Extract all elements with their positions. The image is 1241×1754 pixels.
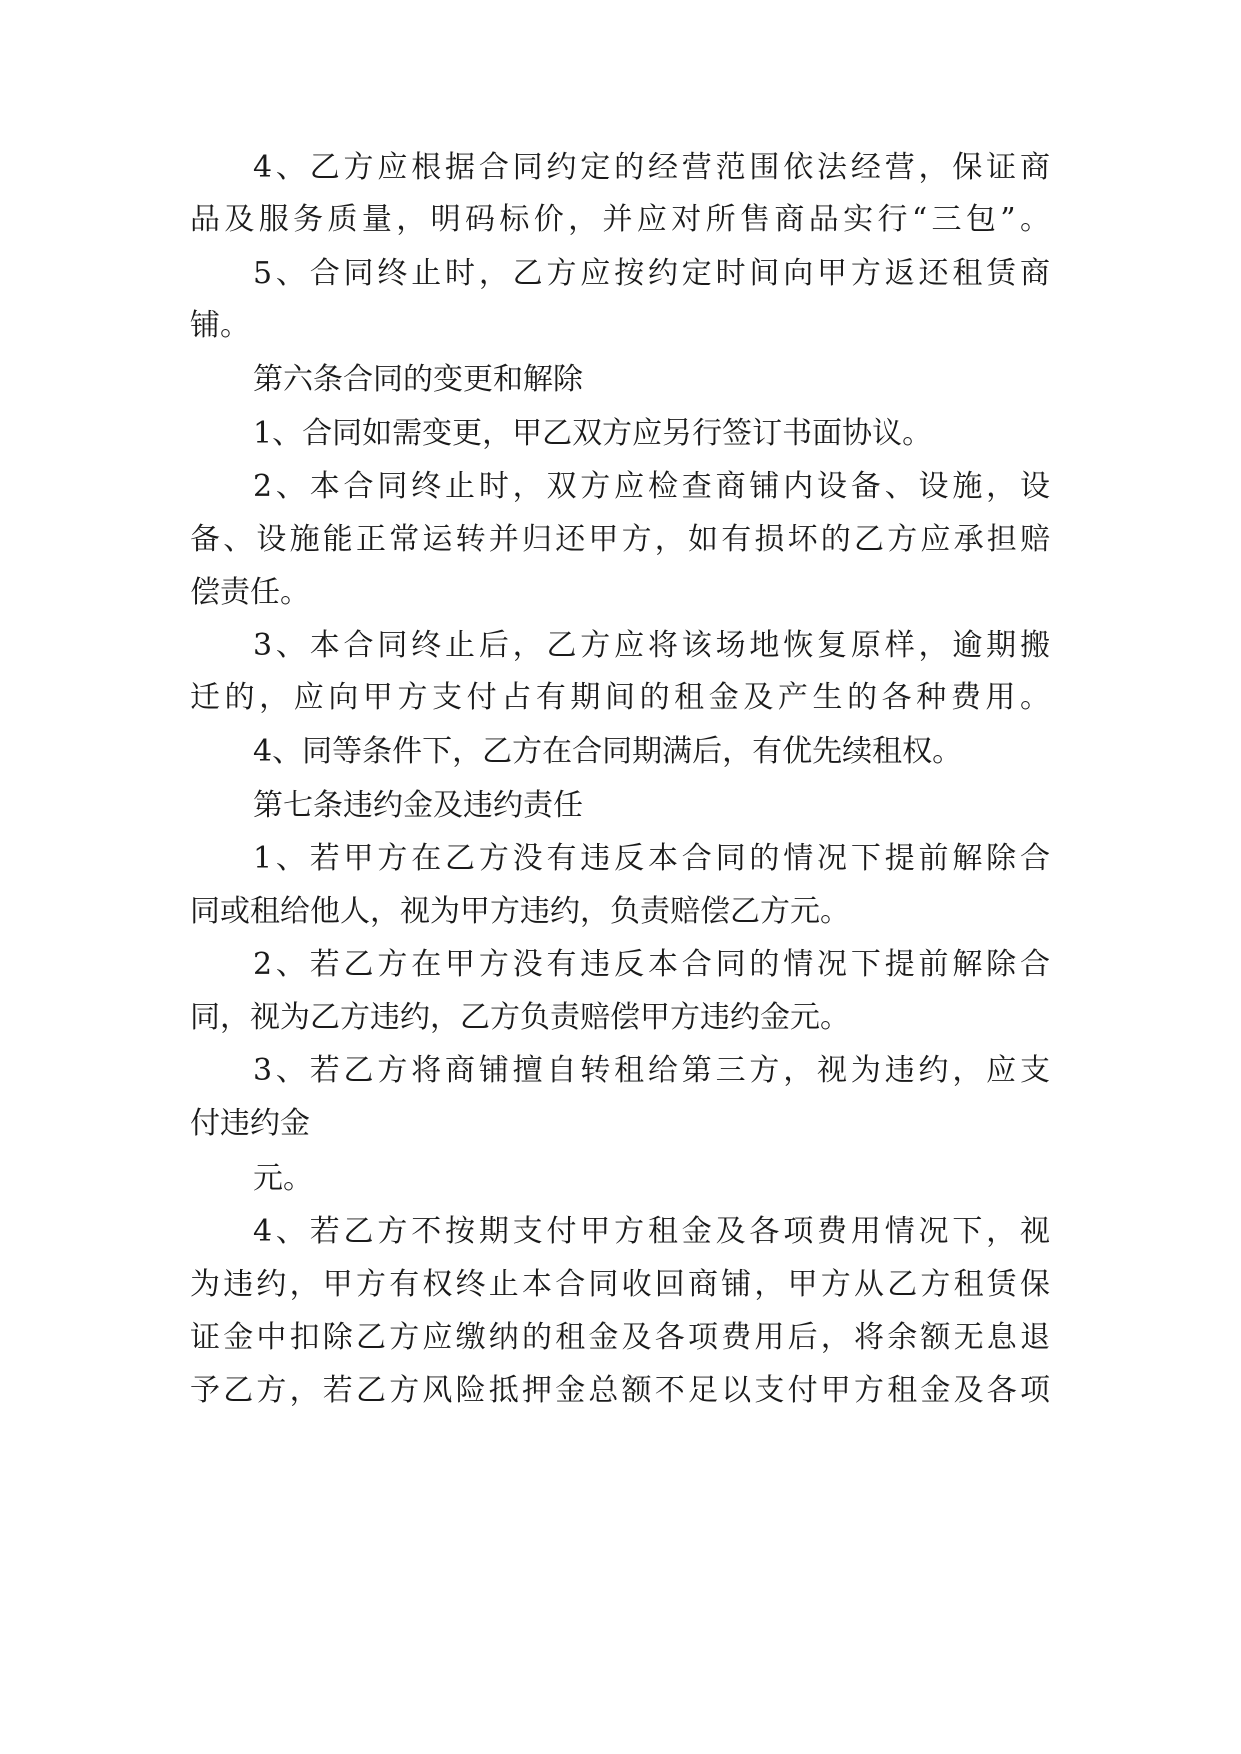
- text-line: 3、本合同终止后，乙方应将该场地恢复原样，逾期搬: [253, 628, 1050, 663]
- text-line: 同，视为乙方违约，乙方负责赔偿甲方违约金元。: [190, 1000, 850, 1035]
- text-line: 备、设施能正常运转并归还甲方，如有损坏的乙方应承担赔: [190, 522, 1050, 557]
- text-line: 付违约金: [190, 1106, 310, 1141]
- section-heading: 第六条合同的变更和解除: [253, 362, 583, 397]
- text-line: 元。: [253, 1161, 313, 1196]
- text-line: 品及服务质量，明码标价，并应对所售商品实行“三包”。: [190, 202, 1050, 237]
- text-line: 为违约，甲方有权终止本合同收回商铺，甲方从乙方租赁保: [190, 1267, 1050, 1302]
- text-line: 2、若乙方在甲方没有违反本合同的情况下提前解除合: [253, 947, 1050, 982]
- text-line: 1、若甲方在乙方没有违反本合同的情况下提前解除合: [253, 841, 1050, 876]
- text-line: 4、若乙方不按期支付甲方租金及各项费用情况下，视: [253, 1214, 1050, 1249]
- section-heading: 第七条违约金及违约责任: [253, 788, 583, 823]
- text-line: 同或租给他人，视为甲方违约，负责赔偿乙方元。: [190, 894, 850, 929]
- text-line: 铺。: [190, 308, 250, 343]
- text-line: 4、乙方应根据合同约定的经营范围依法经营，保证商: [253, 150, 1050, 185]
- text-line: 2、本合同终止时，双方应检查商铺内设备、设施，设: [253, 469, 1050, 504]
- text-line: 偿责任。: [190, 575, 310, 610]
- text-line: 5、合同终止时，乙方应按约定时间向甲方返还租赁商: [253, 256, 1050, 291]
- text-line: 迁的，应向甲方支付占有期间的租金及产生的各种费用。: [190, 680, 1050, 715]
- text-line: 3、若乙方将商铺擅自转租给第三方，视为违约，应支: [253, 1053, 1050, 1088]
- document-page: [190, 0, 1050, 1754]
- text-line: 4、同等条件下，乙方在合同期满后，有优先续租权。: [253, 734, 963, 769]
- text-line: 证金中扣除乙方应缴纳的租金及各项费用后，将余额无息退: [190, 1320, 1050, 1355]
- text-line: 1、合同如需变更，甲乙双方应另行签订书面协议。: [253, 416, 933, 451]
- text-line: 予乙方，若乙方风险抵押金总额不足以支付甲方租金及各项: [190, 1373, 1050, 1408]
